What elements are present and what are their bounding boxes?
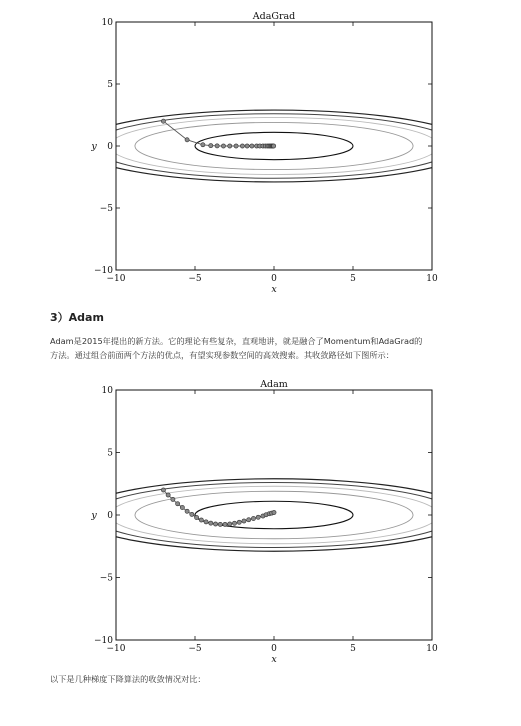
y-tick-label: 5 (107, 448, 113, 459)
optimization-step-point (218, 522, 222, 526)
x-tick-label: 0 (271, 644, 277, 654)
optimization-step-point (250, 144, 254, 148)
adam-chart (88, 376, 440, 668)
optimization-step-point (176, 502, 180, 506)
optimization-step-point (166, 493, 170, 497)
y-tick-label: 0 (107, 511, 113, 521)
optimization-step-point (237, 520, 241, 524)
contour-ellipse (110, 486, 439, 544)
optimization-step-point (190, 512, 194, 516)
y-tick-label: 5 (107, 80, 113, 90)
optimization-step-point (251, 516, 255, 520)
optimization-step-point (185, 138, 189, 142)
optimization-step-point (171, 497, 175, 501)
optimization-step-point (245, 144, 249, 148)
optimization-step-point (228, 144, 232, 148)
x-tick-label: −5 (188, 274, 202, 284)
x-tick-label: −10 (106, 274, 126, 284)
paragraph-line-1: Adam是2015年提出的新方法。它的理论有些复杂，直观地讲，就是融合了Momentum和AdaGrad的 (50, 336, 423, 346)
optimization-step-point (185, 509, 189, 513)
optimization-step-point (201, 143, 205, 147)
optimization-step-point (161, 488, 165, 492)
x-tick-label: 0 (271, 274, 277, 284)
optimization-step-point (272, 144, 276, 148)
contour-ellipse (135, 491, 413, 539)
y-tick-label: −10 (94, 636, 113, 646)
optimization-path-line (163, 121, 273, 146)
optimization-step-point (242, 519, 246, 523)
optimization-step-point (247, 518, 251, 522)
y-tick-label: −5 (99, 204, 113, 214)
y-tick-label: −5 (99, 573, 113, 584)
x-axis-label: x (271, 654, 277, 665)
chart-title: Adam (260, 379, 288, 390)
x-tick-label: 5 (350, 274, 356, 284)
y-axis-label: y (91, 510, 97, 521)
optimization-step-point (161, 119, 165, 123)
x-tick-label: 10 (426, 274, 438, 284)
optimization-step-point (209, 144, 213, 148)
y-axis-label: y (91, 141, 97, 152)
chart-title: AdaGrad (252, 11, 296, 22)
optimization-step-point (209, 521, 213, 525)
optimization-step-point (234, 144, 238, 148)
x-tick-label: −5 (188, 644, 202, 654)
y-tick-label: 10 (101, 386, 113, 396)
optimization-step-point (221, 144, 225, 148)
optimization-step-point (240, 144, 244, 148)
x-tick-label: 10 (426, 644, 438, 654)
optimization-step-point (232, 521, 236, 525)
y-tick-label: 10 (101, 18, 113, 28)
optimization-step-point (223, 522, 227, 526)
optimization-step-point (215, 144, 219, 148)
section-paragraph (50, 334, 490, 362)
x-tick-label: 5 (350, 644, 356, 654)
y-tick-label: −10 (94, 266, 113, 276)
optimization-step-point (213, 522, 217, 526)
optimization-step-point (272, 510, 276, 514)
paragraph-line-2: 方法。通过组合前面两个方法的优点，有望实现参数空间的高效搜索。其收敛路径如下图所示： (50, 350, 394, 360)
x-axis-label: x (271, 284, 277, 295)
optimization-step-point (199, 518, 203, 522)
y-tick-label: 0 (107, 142, 113, 152)
comparison-intro-text: 以下是几种梯度下降算法的收敛情况对比： (50, 674, 206, 684)
x-tick-label: −10 (106, 644, 126, 654)
adagrad-chart (88, 8, 440, 298)
optimization-step-point (194, 515, 198, 519)
optimization-step-point (204, 520, 208, 524)
section-heading: 3）Adam (50, 311, 104, 324)
plot-frame (116, 390, 432, 640)
optimization-step-point (228, 522, 232, 526)
optimization-step-point (180, 505, 184, 509)
optimization-step-point (256, 515, 260, 519)
